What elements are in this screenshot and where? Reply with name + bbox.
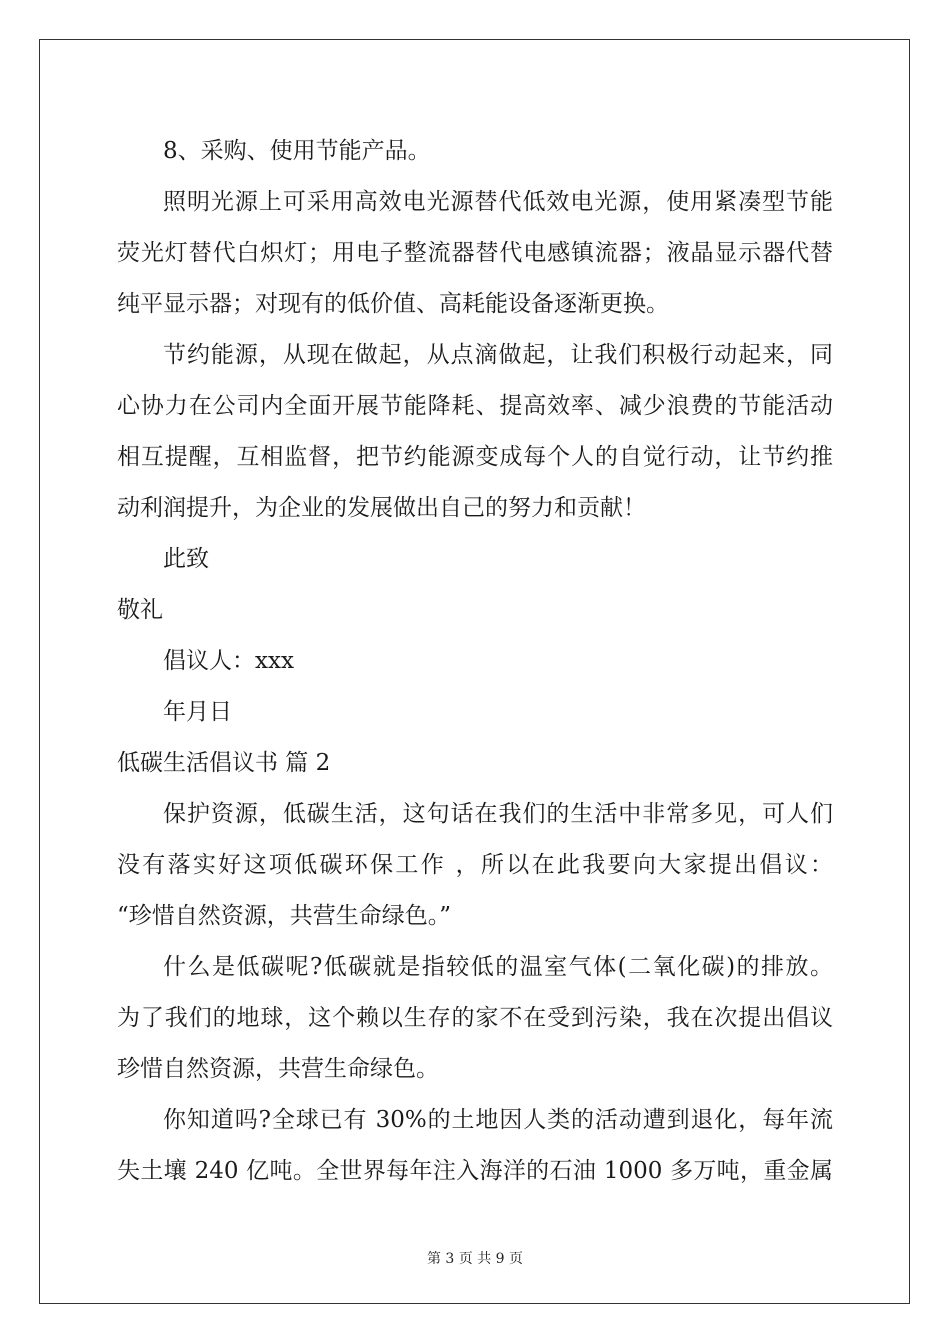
signature-line: 倡议人：xxx — [163, 648, 294, 674]
paragraph-line: 失土壤 240 亿吨。全世界每年注入海洋的石油 1000 多万吨，重金属 — [117, 1158, 833, 1184]
document-body — [117, 126, 833, 1197]
paragraph-line: 没有落实好这项低碳环保工作 ，所以在此我要向大家提出倡议： — [117, 852, 833, 878]
paragraph-line: 纯平显示器；对现有的低价值、高耗能设备逐渐更换。 — [117, 291, 669, 317]
paragraph-line: 8、采购、使用节能产品。 — [163, 138, 431, 164]
date-line: 年月日 — [163, 699, 232, 725]
paragraph-line: 保护资源，低碳生活，这句话在我们的生活中非常多见，可人们 — [163, 801, 833, 827]
paragraph-line: 照明光源上可采用高效电光源替代低效电光源，使用紧凑型节能 — [163, 189, 833, 215]
paragraph-line: 节约能源，从现在做起，从点滴做起，让我们积极行动起来，同 — [163, 342, 833, 368]
paragraph-line: 你知道吗?全球已有 30%的土地因人类的活动遭到退化，每年流 — [163, 1107, 833, 1133]
paragraph-line: 为了我们的地球，这个赖以生存的家不在受到污染，我在次提出倡议 — [117, 1005, 833, 1031]
paragraph-line: 相互提醒，互相监督，把节约能源变成每个人的自觉行动，让节约推 — [117, 444, 833, 470]
salutation-line: 敬礼 — [117, 597, 163, 623]
paragraph-line: 什么是低碳呢?低碳就是指较低的温室气体(二氧化碳)的排放。 — [163, 954, 833, 980]
paragraph-line: 珍惜自然资源，共营生命绿色。 — [117, 1056, 439, 1082]
paragraph-line: “珍惜自然资源，共营生命绿色。” — [117, 903, 452, 929]
paragraph-line: 荧光灯替代白炽灯；用电子整流器替代电感镇流器；液晶显示器代替 — [117, 240, 833, 266]
page-number: 第 3 页 共 9 页 — [426, 1251, 524, 1267]
section-heading: 低碳生活倡议书 篇 2 — [117, 750, 331, 776]
closing-line: 此致 — [163, 546, 209, 572]
paragraph-line: 心协力在公司内全面开展节能降耗、提高效率、减少浪费的节能活动 — [117, 393, 833, 419]
paragraph-line: 动利润提升，为企业的发展做出自己的努力和贡献！ — [117, 495, 646, 521]
